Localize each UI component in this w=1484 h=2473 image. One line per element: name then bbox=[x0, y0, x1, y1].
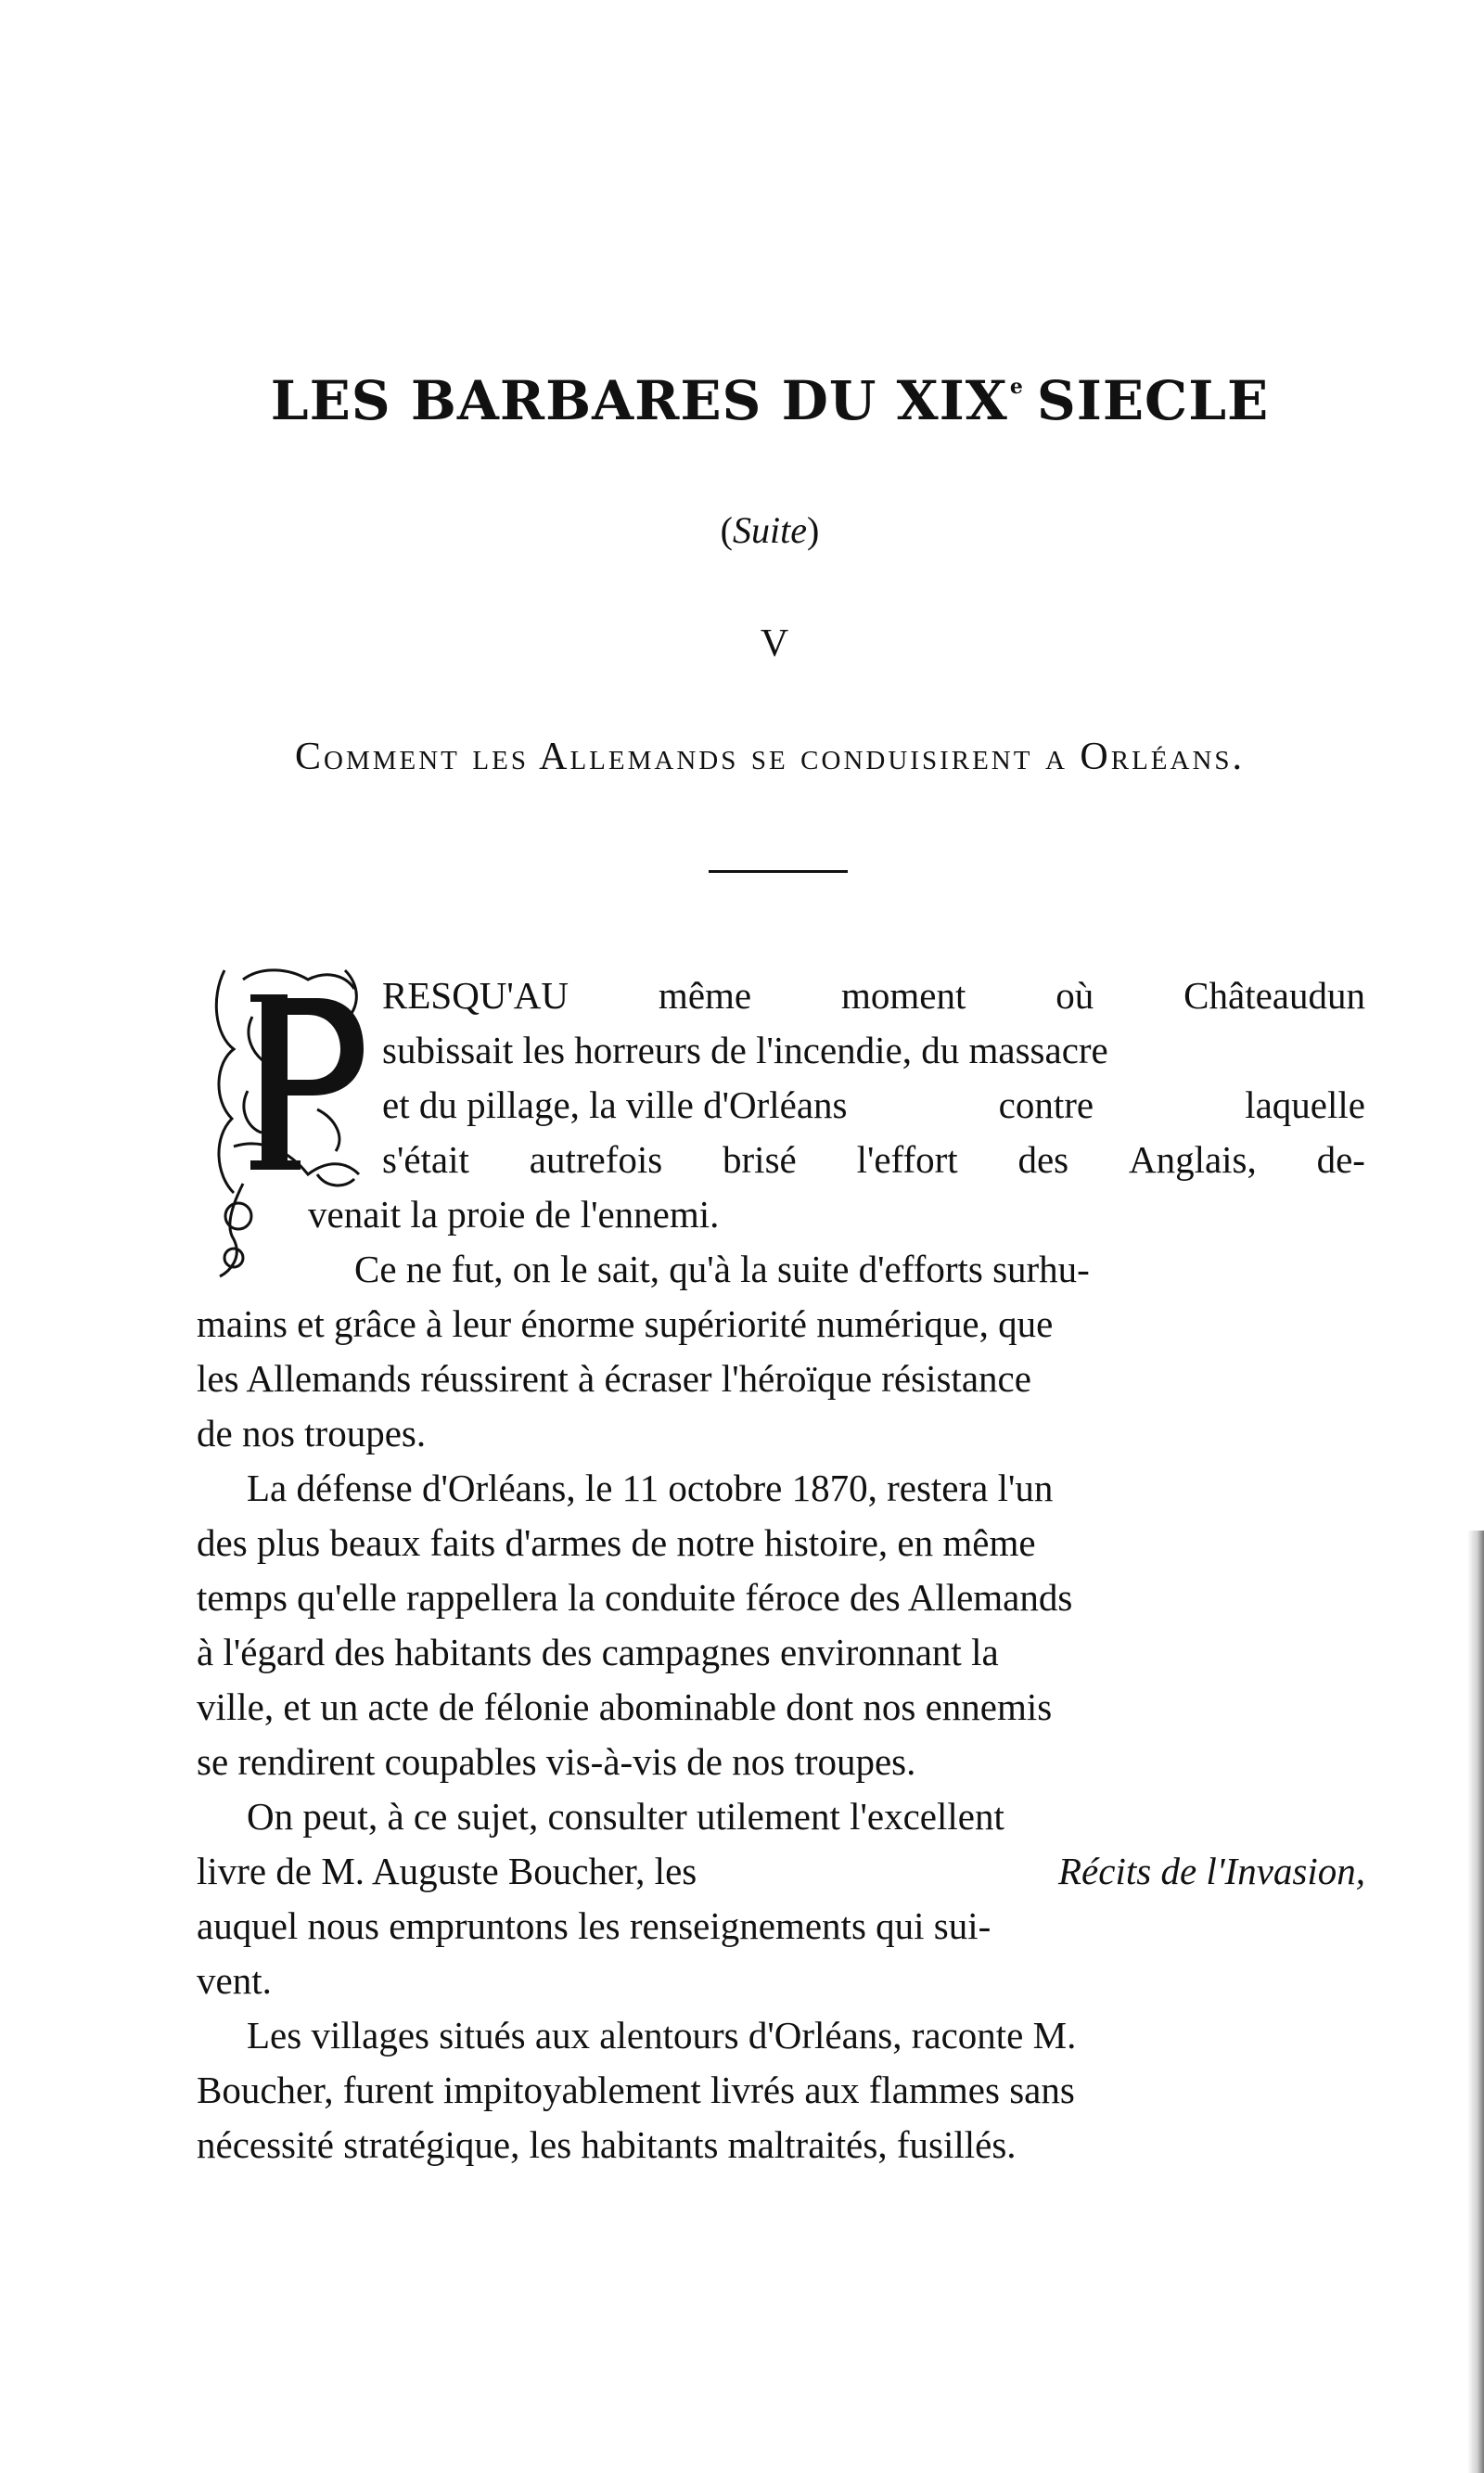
paragraph-4 bbox=[197, 1789, 1365, 2008]
text-line bbox=[197, 1406, 1365, 1461]
text-line bbox=[197, 2118, 1365, 2172]
text-run: mains et grâce à leur énorme supériorité numérique, que bbox=[197, 1302, 1054, 1345]
text-line bbox=[197, 1625, 1365, 1680]
text-line bbox=[197, 1954, 1365, 2008]
text-line bbox=[197, 1297, 1365, 1352]
word: même bbox=[658, 974, 752, 1017]
text-line bbox=[197, 1789, 1365, 1844]
text-line bbox=[197, 1187, 1365, 1242]
word: où bbox=[1055, 974, 1094, 1017]
text-line bbox=[197, 1352, 1365, 1406]
text-run: à l'égard des habitants des campagnes environnant la bbox=[197, 1631, 999, 1673]
text-line bbox=[197, 2008, 1365, 2063]
text-run: Boucher, furent impitoyablement livrés aux flammes sans bbox=[197, 2069, 1075, 2111]
word: Châteaudun bbox=[1183, 974, 1365, 1017]
word: RESQU'AU bbox=[382, 974, 569, 1017]
word: l'effort bbox=[856, 1138, 958, 1181]
text-line bbox=[197, 1570, 1365, 1625]
chapter-heading: Comment les Allemands se conduisirent a Orléans. bbox=[294, 736, 1246, 778]
word: contre bbox=[998, 1083, 1094, 1126]
text-line bbox=[197, 1680, 1365, 1735]
drop-cap-paragraph bbox=[382, 968, 1365, 1187]
word: des bbox=[1017, 1138, 1069, 1181]
text-run: La défense d'Orléans, le 11 octobre 1870, restera l'un bbox=[247, 1467, 1054, 1509]
text-run: subissait les horreurs de l'incendie, du massacre bbox=[382, 1029, 1108, 1071]
text-run: On peut, à ce sujet, consulter utilement l'excellent bbox=[247, 1795, 1004, 1838]
word: moment bbox=[841, 974, 966, 1017]
text-line bbox=[382, 968, 1365, 1023]
subtitle-text: Suite bbox=[733, 509, 807, 551]
text-line bbox=[382, 1023, 1365, 1078]
text-line bbox=[197, 1899, 1365, 1954]
text-run: nécessité stratégique, les habitants maltraités, fusillés. bbox=[197, 2123, 1017, 2166]
paragraph-3 bbox=[197, 1461, 1365, 1789]
word: Anglais, bbox=[1128, 1138, 1257, 1181]
text-run: auquel nous empruntons les renseignements qui sui- bbox=[197, 1904, 991, 1947]
text-run: temps qu'elle rappellera la conduite féroce des Allemands bbox=[197, 1576, 1073, 1619]
text-line bbox=[197, 2063, 1365, 2118]
text-run: Les villages situés aux alentours d'Orléans, raconte M. bbox=[247, 2014, 1077, 2057]
text-line bbox=[197, 1735, 1365, 1789]
text-line bbox=[197, 1461, 1365, 1516]
word: de- bbox=[1316, 1138, 1365, 1181]
title-end: SIECLE bbox=[1036, 369, 1270, 432]
text-run: ville, et un acte de félonie abominable dont nos ennemis bbox=[197, 1685, 1053, 1728]
text-run: vent. bbox=[197, 1959, 272, 2002]
text-run: les Allemands réussirent à écraser l'héroïque résistance bbox=[197, 1357, 1031, 1400]
text-run: de nos troupes. bbox=[197, 1412, 427, 1454]
section-divider bbox=[709, 870, 848, 873]
text-run: se rendirent coupables vis-à-vis de nos troupes. bbox=[197, 1740, 916, 1783]
text-run: Ce ne fut, on le sait, qu'à la suite d'efforts surhu- bbox=[354, 1248, 1090, 1290]
word: autrefois bbox=[529, 1138, 663, 1181]
chapter-number: V bbox=[760, 622, 789, 665]
text-line bbox=[382, 1078, 1365, 1133]
text-run: des plus beaux faits d'armes de notre histoire, en même bbox=[197, 1521, 1036, 1564]
title-superscript: e bbox=[1009, 375, 1024, 399]
text-run: livre de M. Auguste Boucher, les bbox=[197, 1850, 697, 1892]
drop-cap-tail bbox=[197, 1187, 1365, 1242]
page-title bbox=[0, 369, 1484, 432]
text-run: et du pillage, la ville d'Orléans bbox=[382, 1083, 848, 1126]
text-run: venait la proie de l'ennemi. bbox=[308, 1193, 720, 1236]
word: s'était bbox=[382, 1138, 469, 1181]
word: laquelle bbox=[1245, 1083, 1365, 1126]
book-title-italic: Récits de l'Invasion, bbox=[1058, 1850, 1365, 1892]
paragraph-5 bbox=[197, 2008, 1365, 2172]
page-edge-shadow bbox=[1467, 1531, 1484, 2473]
text-line bbox=[197, 1242, 1365, 1297]
text-line bbox=[197, 1844, 1365, 1899]
paragraph-2 bbox=[197, 1242, 1365, 1461]
title-main: LES BARBARES DU XIX bbox=[270, 369, 1008, 432]
word: brisé bbox=[723, 1138, 797, 1181]
text-line bbox=[197, 1516, 1365, 1570]
subtitle: (Suite) bbox=[720, 509, 820, 551]
text-line bbox=[382, 1133, 1365, 1187]
